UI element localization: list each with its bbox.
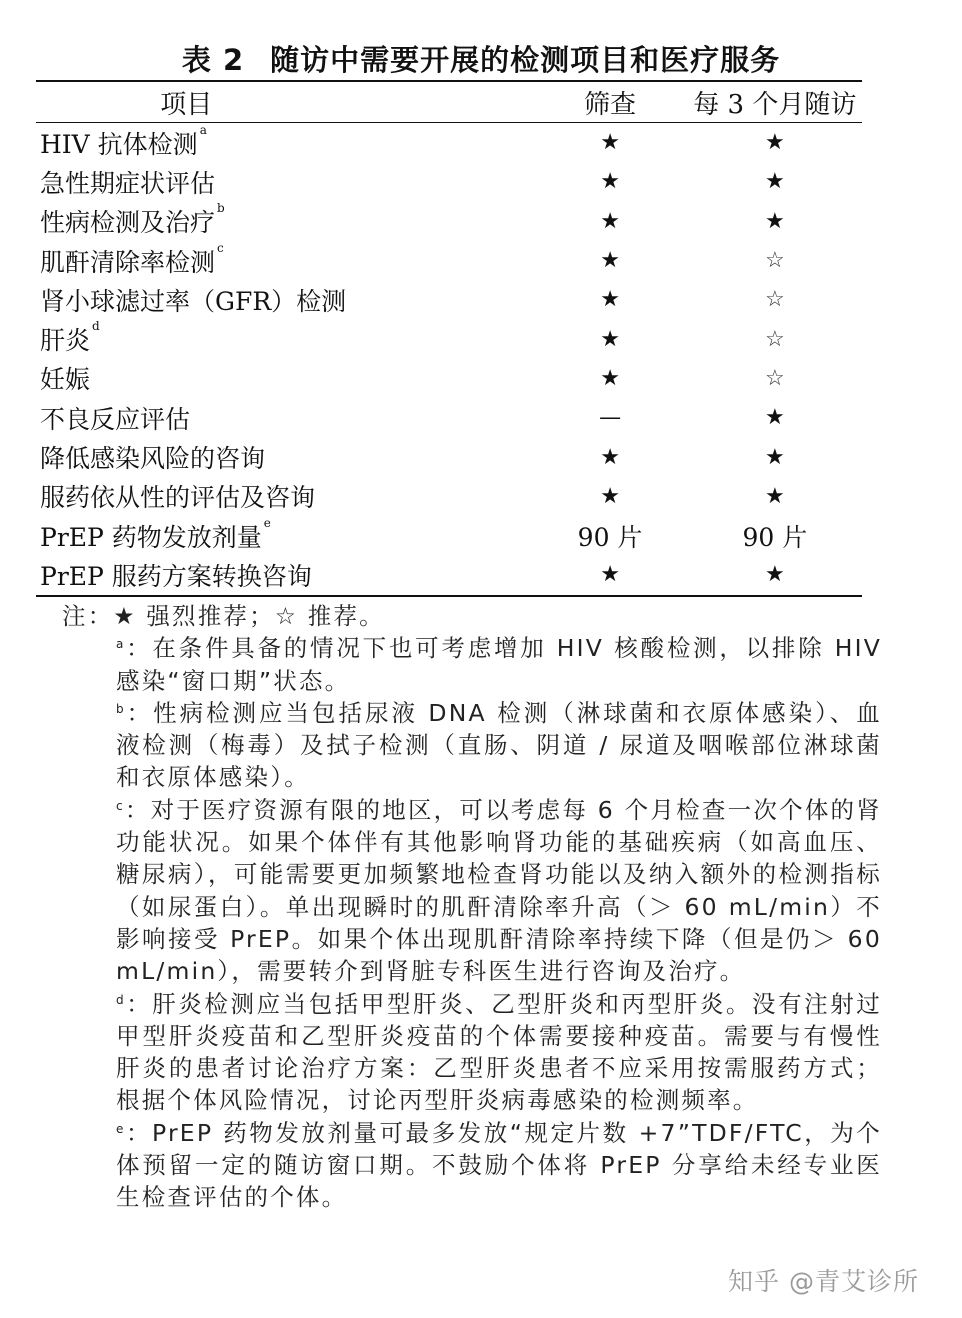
row-item xyxy=(36,477,532,516)
row-item-label: 肝炎 xyxy=(40,326,91,356)
row-item-label: HIV 抗体检测 xyxy=(40,129,198,159)
table-row xyxy=(36,241,862,280)
follow-up-table xyxy=(36,80,862,597)
row-item-label: 肾小球滤过率（GFR）检测 xyxy=(40,286,347,316)
row-screening: ★ xyxy=(600,483,620,509)
footnote-text: ：性病检测应当包括尿液 DNA 检测（淋球菌和衣原体感染）、血液检测（梅毒）及拭子检测（直肠、阴道 / 尿道及咽喉部位淋球菌和衣原体感染）。 xyxy=(116,698,882,792)
footnote-key: d xyxy=(116,992,126,1007)
row-followup: ★ xyxy=(764,562,785,588)
row-item-label: 服药依从性的评估及咨询 xyxy=(40,483,316,513)
row-item-label: 妊娠 xyxy=(40,365,91,395)
row-followup: ☆ xyxy=(764,248,785,274)
footnote-marker: a xyxy=(199,122,207,137)
table-header-row xyxy=(36,81,862,123)
row-screening: ★ xyxy=(600,208,620,234)
watermark: 知乎 @青艾诊所 xyxy=(728,1267,919,1296)
row-followup: ☆ xyxy=(764,287,785,313)
row-item xyxy=(36,398,532,437)
row-item xyxy=(36,516,532,555)
table-container xyxy=(36,80,862,597)
row-item xyxy=(36,241,532,280)
table-row xyxy=(36,437,862,476)
table-row xyxy=(36,202,862,241)
row-screening: ★ xyxy=(600,130,620,156)
table-body xyxy=(36,123,862,596)
table-row xyxy=(36,162,862,201)
row-item xyxy=(36,162,532,201)
notes-list xyxy=(62,632,882,1213)
row-screening: ★ xyxy=(600,562,620,588)
table-row xyxy=(36,359,862,398)
table-title-text: 随访中需要开展的检测项目和医疗服务 xyxy=(270,43,781,77)
header-screening: 筛查 xyxy=(584,89,637,120)
table-row xyxy=(36,398,862,437)
row-item xyxy=(36,437,532,476)
row-followup: ☆ xyxy=(764,326,785,352)
footnote-d xyxy=(116,988,882,1117)
table-row xyxy=(36,477,862,516)
row-item xyxy=(36,319,532,358)
row-followup: ★ xyxy=(764,405,785,431)
header-followup: 每 3 个月随访 xyxy=(693,89,857,120)
row-screening: ★ xyxy=(600,326,620,352)
table-row xyxy=(36,319,862,358)
footnote-text: ：肝炎检测应当包括甲型肝炎、乙型肝炎和丙型肝炎。没有注射过甲型肝炎疫苗和乙型肝炎疫苗的个体需要接种疫苗。需要与有慢性肝炎的患者讨论治疗方案：乙型肝炎患者不应采用按需服药方式；根据个体风险情况，讨论丙型肝炎病毒感染的检测频率。 xyxy=(116,989,882,1115)
row-followup: ★ xyxy=(764,483,785,509)
footnote-key: a xyxy=(116,637,126,652)
row-item-label: PrEP 药物发放剂量 xyxy=(40,522,262,552)
table-row xyxy=(36,123,862,163)
footnote-text: ：在条件具备的情况下也可考虑增加 HIV 核酸检测，以排除 HIV 感染“窗口期”状态。 xyxy=(116,634,882,695)
footnote-c xyxy=(116,794,882,988)
table-notes xyxy=(62,600,882,1214)
table-number: 表 2 xyxy=(181,43,245,77)
footnote-e xyxy=(116,1117,882,1214)
row-followup: ★ xyxy=(764,444,785,470)
footnote-a xyxy=(116,632,882,697)
footnote-b xyxy=(116,697,882,794)
row-followup: 90 片 xyxy=(742,522,808,552)
table-title xyxy=(0,38,962,79)
row-screening: ★ xyxy=(600,248,620,274)
table-row xyxy=(36,280,862,319)
row-item xyxy=(36,123,532,163)
row-item-label: 降低感染风险的咨询 xyxy=(40,444,266,474)
footnote-marker: c xyxy=(217,240,224,255)
row-screening: ★ xyxy=(600,365,620,391)
footnote-key: c xyxy=(116,798,125,813)
footnote-text: ：PrEP 药物发放剂量可最多发放“规定片数 +7”TDF/FTC，为个体预留一定的随访窗口期。不鼓励个体将 PrEP 分享给未经专业医生检查评估的个体。 xyxy=(116,1118,882,1212)
row-item-label: 不良反应评估 xyxy=(40,404,191,434)
footnote-marker: e xyxy=(263,515,271,530)
footnote-marker: d xyxy=(92,319,100,334)
row-followup: ★ xyxy=(764,208,785,234)
row-screening: ★ xyxy=(600,169,620,195)
table-row xyxy=(36,555,862,595)
row-item-label: PrEP 服药方案转换咨询 xyxy=(40,561,312,591)
row-item-label: 性病检测及治疗 xyxy=(40,208,216,238)
row-item xyxy=(36,202,532,241)
row-followup: ★ xyxy=(764,169,785,195)
footnote-key: b xyxy=(116,701,126,716)
row-screening: 90 片 xyxy=(577,522,643,552)
header-item: 项目 xyxy=(160,89,213,120)
row-followup: ★ xyxy=(764,130,785,156)
table-row xyxy=(36,516,862,555)
row-item xyxy=(36,359,532,398)
footnote-text: ：对于医疗资源有限的地区，可以考虑每 6 个月检查一次个体的肾功能状况。如果个体伴有其他影响肾功能的基础疾病（如高血压、糖尿病），可能需要更加频繁地检查肾功能以及纳入额外的检测指标（如尿蛋白）。单出现瞬时的肌酐清除率升高（＞ 60 mL/min）不影响接受 PrEP。如果个体出现肌酐清除率持续下降（但是仍＞ 60 mL/min），需要转介到肾脏专科医生进行咨询及治疗。 xyxy=(116,795,882,986)
row-screening: — xyxy=(599,405,622,431)
row-screening: ★ xyxy=(600,444,620,470)
row-item-label: 肌酐清除率检测 xyxy=(40,247,216,277)
footnote-key: e xyxy=(116,1121,126,1136)
row-followup: ☆ xyxy=(764,365,785,391)
notes-legend: 注：★ 强烈推荐；☆ 推荐。 xyxy=(62,602,385,630)
row-item xyxy=(36,555,532,595)
row-item-label: 急性期症状评估 xyxy=(40,168,216,198)
footnote-marker: b xyxy=(217,201,225,216)
row-item xyxy=(36,280,532,319)
row-screening: ★ xyxy=(600,287,620,313)
